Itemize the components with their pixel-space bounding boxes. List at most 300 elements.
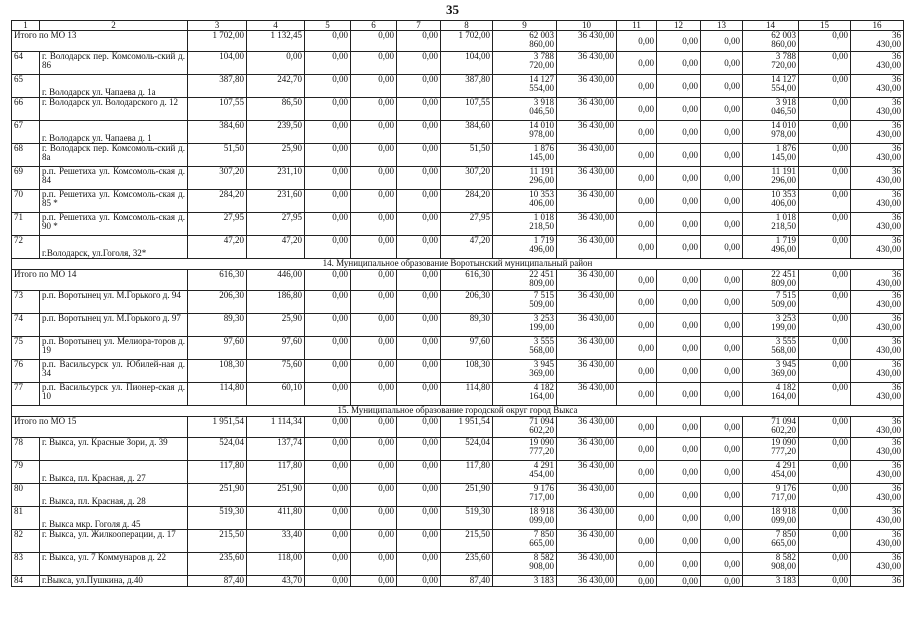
value-c9-line: 218,50: [529, 221, 554, 231]
value-c10: 36 430,00: [557, 461, 617, 484]
value-c7: 0,00: [397, 52, 441, 75]
value-c9-line: 809,00: [529, 278, 554, 288]
value-c14-line: 454,00: [771, 469, 796, 479]
value-c8: 307,20: [441, 167, 493, 190]
value-c16-line: 430,00: [876, 469, 901, 479]
value-c11: 0,00: [617, 461, 657, 484]
value-c16-line: 430,00: [876, 152, 901, 162]
value-c7: 0,00: [397, 553, 441, 576]
value-c5: 0,00: [305, 576, 351, 587]
row-number: 80: [12, 484, 40, 507]
value-c5: 0,00: [305, 530, 351, 553]
value-c11: 0,00: [617, 213, 657, 236]
value-c9: [493, 31, 557, 52]
value-c16-line: 36: [892, 189, 901, 199]
value-c13: 0,00: [701, 337, 743, 360]
value-c14: [743, 213, 799, 236]
value-c4: 43,70: [247, 576, 305, 587]
value-c14-line: 099,00: [771, 515, 796, 525]
value-c8: 284,20: [441, 190, 493, 213]
value-c8: 384,60: [441, 121, 493, 144]
value-c14: [743, 360, 799, 383]
value-c16-line: 430,00: [876, 515, 901, 525]
value-c11: 0,00: [617, 360, 657, 383]
value-c14-line: 602,20: [771, 425, 796, 435]
value-c14: [743, 417, 799, 438]
value-c16-line: 430,00: [876, 221, 901, 231]
value-c12: 0,00: [657, 438, 701, 461]
value-c10: 36 430,00: [557, 337, 617, 360]
value-c11: 0,00: [617, 507, 657, 530]
value-c14: [743, 75, 799, 98]
value-c10: 36 430,00: [557, 31, 617, 52]
value-c9-line: 62 003: [529, 30, 554, 40]
value-c16-line: 36: [892, 483, 901, 493]
value-c14-line: 218,50: [771, 221, 796, 231]
table-row: [12, 167, 904, 190]
value-c7: 0,00: [397, 121, 441, 144]
value-c5: 0,00: [305, 553, 351, 576]
column-number: 3: [188, 21, 247, 31]
row-number: 78: [12, 438, 40, 461]
value-c3: 519,30: [188, 507, 247, 530]
value-c4: 1 132,45: [247, 31, 305, 52]
value-c14-line: 9 176: [775, 483, 796, 493]
value-c14: [743, 144, 799, 167]
value-c16: [851, 360, 904, 383]
value-c16: [851, 553, 904, 576]
value-c9-line: 665,00: [529, 538, 554, 548]
value-c9: [493, 52, 557, 75]
value-c12: 0,00: [657, 461, 701, 484]
value-c4: 0,00: [247, 52, 305, 75]
value-c16-line: 430,00: [876, 391, 901, 401]
value-c14-line: 568,00: [771, 345, 796, 355]
value-c14: [743, 576, 799, 587]
value-c13: 0,00: [701, 291, 743, 314]
value-c14: [743, 291, 799, 314]
address-cell: г. Володарск пер. Комсомоль-ский д. 8а: [40, 144, 188, 167]
value-c13: 0,00: [701, 213, 743, 236]
value-c8: 616,30: [441, 270, 493, 291]
value-c14-line: 62 003: [771, 30, 796, 40]
value-c8: 27,95: [441, 213, 493, 236]
value-c16-line: 430,00: [876, 278, 901, 288]
table-row: [12, 98, 904, 121]
value-c16: [851, 98, 904, 121]
address-cell: г. Выкса, ул. Жилкооперации, д. 17: [40, 530, 188, 553]
value-c9-line: 099,00: [529, 515, 554, 525]
row-number: 65: [12, 75, 40, 98]
value-c11: 0,00: [617, 438, 657, 461]
value-c3: 251,90: [188, 484, 247, 507]
address-cell: г. Володарск ул. Володарского д. 12: [40, 98, 188, 121]
value-c9-line: 509,00: [529, 299, 554, 309]
value-c15: 0,00: [799, 190, 851, 213]
value-c14: [743, 553, 799, 576]
value-c4: 25,90: [247, 144, 305, 167]
value-c8: 47,20: [441, 236, 493, 259]
value-c14: [743, 461, 799, 484]
value-c15: 0,00: [799, 167, 851, 190]
address-cell: р.п. Воротынец ул. М.Горького д. 97: [40, 314, 188, 337]
value-c7: 0,00: [397, 484, 441, 507]
value-c6: 0,00: [351, 98, 397, 121]
value-c5: 0,00: [305, 144, 351, 167]
value-c15: 0,00: [799, 144, 851, 167]
value-c12: 0,00: [657, 213, 701, 236]
value-c9-line: 908,00: [529, 561, 554, 571]
value-c4: 33,40: [247, 530, 305, 553]
value-c7: 0,00: [397, 236, 441, 259]
value-c12: 0,00: [657, 98, 701, 121]
value-c9-line: 602,20: [529, 425, 554, 435]
address-cell: р.п. Воротынец ул. М.Горького д. 94: [40, 291, 188, 314]
value-c11: 0,00: [617, 236, 657, 259]
value-c14-line: 3 183: [775, 575, 796, 585]
value-c9: [493, 236, 557, 259]
table-row: [12, 75, 904, 98]
value-c14-line: 4 291: [775, 460, 796, 470]
row-number: 77: [12, 383, 40, 406]
value-c12: 0,00: [657, 270, 701, 291]
row-number: 76: [12, 360, 40, 383]
value-c13: 0,00: [701, 314, 743, 337]
value-c9: [493, 507, 557, 530]
value-c6: 0,00: [351, 291, 397, 314]
value-c6: 0,00: [351, 383, 397, 406]
value-c11: 0,00: [617, 190, 657, 213]
value-c16: [851, 121, 904, 144]
value-c16-line: 36: [892, 212, 901, 222]
value-c11: 0,00: [617, 337, 657, 360]
section-title: 15. Муниципальное образование городской округ город Выкса: [12, 406, 904, 417]
section-header-row: [12, 259, 904, 270]
value-c9: [493, 484, 557, 507]
value-c16-line: 36: [892, 97, 901, 107]
value-c5: 0,00: [305, 213, 351, 236]
value-c14-line: 978,00: [771, 129, 796, 139]
value-c16-line: 36: [892, 416, 901, 426]
row-number: 74: [12, 314, 40, 337]
value-c16-line: 430,00: [876, 492, 901, 502]
value-c13: 0,00: [701, 121, 743, 144]
value-c9-line: 164,00: [529, 391, 554, 401]
value-c3: 284,20: [188, 190, 247, 213]
value-c5: 0,00: [305, 337, 351, 360]
address-cell: г. Выкса, пл. Красная, д. 27: [40, 461, 188, 484]
row-number: 73: [12, 291, 40, 314]
value-c15: 0,00: [799, 213, 851, 236]
value-c8: 107,55: [441, 98, 493, 121]
value-c9: [493, 167, 557, 190]
value-c16: [851, 236, 904, 259]
value-c8: 235,60: [441, 553, 493, 576]
header-row: [12, 21, 904, 31]
value-c12: 0,00: [657, 553, 701, 576]
value-c5: 0,00: [305, 417, 351, 438]
value-c7: 0,00: [397, 190, 441, 213]
value-c9-line: 777,20: [529, 446, 554, 456]
value-c9: [493, 438, 557, 461]
value-c16-line: 430,00: [876, 425, 901, 435]
value-c6: 0,00: [351, 461, 397, 484]
value-c10: 36 430,00: [557, 167, 617, 190]
value-c9-line: 22 451: [529, 269, 554, 279]
value-c3: 107,55: [188, 98, 247, 121]
value-c5: 0,00: [305, 270, 351, 291]
total-label: Итого по МО 13: [12, 31, 188, 52]
table-row: [12, 337, 904, 360]
value-c14: [743, 98, 799, 121]
table-row: [12, 236, 904, 259]
value-c12: 0,00: [657, 75, 701, 98]
value-c4: 251,90: [247, 484, 305, 507]
value-c15: 0,00: [799, 337, 851, 360]
value-c16-line: 430,00: [876, 198, 901, 208]
value-c14-line: 665,00: [771, 538, 796, 548]
value-c6: 0,00: [351, 52, 397, 75]
value-c16-line: 430,00: [876, 299, 901, 309]
value-c3: 51,50: [188, 144, 247, 167]
value-c14: [743, 438, 799, 461]
value-c3: 114,80: [188, 383, 247, 406]
value-c14-line: 8 582: [775, 552, 796, 562]
value-c16: [851, 417, 904, 438]
value-c15: 0,00: [799, 121, 851, 144]
value-c5: 0,00: [305, 438, 351, 461]
value-c16-line: 36: [892, 269, 901, 279]
value-c16-line: 36: [892, 359, 901, 369]
value-c16-line: 36: [892, 290, 901, 300]
value-c3: 235,60: [188, 553, 247, 576]
value-c13: 0,00: [701, 507, 743, 530]
value-c8: 108,30: [441, 360, 493, 383]
value-c10: 36 430,00: [557, 507, 617, 530]
value-c7: 0,00: [397, 576, 441, 587]
total-label: Итого по МО 15: [12, 417, 188, 438]
value-c8: 114,80: [441, 383, 493, 406]
value-c4: 86,50: [247, 98, 305, 121]
row-number: 72: [12, 236, 40, 259]
value-c3: 1 702,00: [188, 31, 247, 52]
value-c9-line: 19 090: [529, 437, 554, 447]
value-c9-line: 568,00: [529, 345, 554, 355]
column-number: 5: [305, 21, 351, 31]
value-c16-line: 36: [892, 313, 901, 323]
value-c12: 0,00: [657, 360, 701, 383]
value-c13: 0,00: [701, 461, 743, 484]
value-c14-line: 145,00: [771, 152, 796, 162]
value-c6: 0,00: [351, 190, 397, 213]
value-c4: 118,00: [247, 553, 305, 576]
value-c14-line: 717,00: [771, 492, 796, 502]
value-c9-line: 1 719: [533, 235, 554, 245]
value-c13: 0,00: [701, 530, 743, 553]
value-c15: 0,00: [799, 360, 851, 383]
value-c5: 0,00: [305, 360, 351, 383]
value-c7: 0,00: [397, 530, 441, 553]
value-c9: [493, 461, 557, 484]
value-c14-line: 908,00: [771, 561, 796, 571]
value-c10: 36 430,00: [557, 417, 617, 438]
value-c13: 0,00: [701, 52, 743, 75]
total-row: [12, 417, 904, 438]
value-c16-line: 430,00: [876, 561, 901, 571]
value-c16-line: 36: [892, 166, 901, 176]
value-c9: [493, 121, 557, 144]
value-c8: 387,80: [441, 75, 493, 98]
value-c6: 0,00: [351, 270, 397, 291]
value-c6: 0,00: [351, 144, 397, 167]
value-c9: [493, 190, 557, 213]
value-c9-line: 9 176: [533, 483, 554, 493]
address-cell: г. Выкса, ул. Красные Зори, д. 39: [40, 438, 188, 461]
value-c3: 47,20: [188, 236, 247, 259]
value-c5: 0,00: [305, 383, 351, 406]
value-c16-line: 36: [892, 529, 901, 539]
address-cell: г. Володарск ул. Чапаева д. 1: [40, 121, 188, 144]
table-row: [12, 360, 904, 383]
value-c16-line: 36: [892, 382, 901, 392]
value-c14: [743, 31, 799, 52]
row-number: 67: [12, 121, 40, 144]
value-c5: 0,00: [305, 291, 351, 314]
value-c9-line: 554,00: [529, 83, 554, 93]
column-number: 12: [657, 21, 701, 31]
value-c9-line: 717,00: [529, 492, 554, 502]
value-c5: 0,00: [305, 98, 351, 121]
table-row: [12, 52, 904, 75]
value-c10: 36 430,00: [557, 553, 617, 576]
value-c9: [493, 576, 557, 587]
row-number: 71: [12, 213, 40, 236]
column-number: 6: [351, 21, 397, 31]
value-c13: 0,00: [701, 576, 743, 587]
value-c9-line: 3 788: [533, 51, 554, 61]
value-c14-line: 1 018: [775, 212, 796, 222]
value-c15: 0,00: [799, 553, 851, 576]
value-c13: 0,00: [701, 98, 743, 121]
value-c9-line: 3 183: [533, 575, 554, 585]
value-c10: 36 430,00: [557, 236, 617, 259]
value-c14-line: 509,00: [771, 299, 796, 309]
value-c10: 36 430,00: [557, 576, 617, 587]
value-c16-line: 36: [892, 235, 901, 245]
value-c3: 215,50: [188, 530, 247, 553]
table-row: [12, 314, 904, 337]
value-c3: 87,40: [188, 576, 247, 587]
row-number: 81: [12, 507, 40, 530]
value-c6: 0,00: [351, 75, 397, 98]
value-c3: 1 951,54: [188, 417, 247, 438]
value-c12: 0,00: [657, 576, 701, 587]
value-c4: 25,90: [247, 314, 305, 337]
section-title: 14. Муниципальное образование Воротынский муниципальный район: [12, 259, 904, 270]
column-number: 11: [617, 21, 657, 31]
value-c14-line: 18 918: [771, 506, 796, 516]
value-c4: 75,60: [247, 360, 305, 383]
value-c5: 0,00: [305, 484, 351, 507]
value-c9-line: 454,00: [529, 469, 554, 479]
value-c10: 36 430,00: [557, 438, 617, 461]
value-c13: 0,00: [701, 360, 743, 383]
value-c4: 47,20: [247, 236, 305, 259]
address-cell: р.п. Васильсурск ул. Пионер-ская д. 10: [40, 383, 188, 406]
value-c12: 0,00: [657, 121, 701, 144]
value-c13: 0,00: [701, 75, 743, 98]
value-c9: [493, 213, 557, 236]
value-c8: 519,30: [441, 507, 493, 530]
value-c16: [851, 337, 904, 360]
value-c5: 0,00: [305, 121, 351, 144]
value-c11: 0,00: [617, 291, 657, 314]
value-c13: 0,00: [701, 484, 743, 507]
value-c9-line: 3 918: [533, 97, 554, 107]
value-c13: 0,00: [701, 553, 743, 576]
value-c16: [851, 190, 904, 213]
value-c7: 0,00: [397, 270, 441, 291]
value-c14-line: 3 788: [775, 51, 796, 61]
value-c9-line: 3 555: [533, 336, 554, 346]
value-c8: 215,50: [441, 530, 493, 553]
value-c9-line: 720,00: [529, 60, 554, 70]
value-c14: [743, 314, 799, 337]
value-c3: 89,30: [188, 314, 247, 337]
value-c10: 36 430,00: [557, 383, 617, 406]
value-c12: 0,00: [657, 144, 701, 167]
value-c14-line: 199,00: [771, 322, 796, 332]
value-c16: [851, 31, 904, 52]
value-c16: [851, 213, 904, 236]
value-c14: [743, 236, 799, 259]
value-c15: 0,00: [799, 291, 851, 314]
value-c14-line: 11 191: [771, 166, 796, 176]
value-c10: 36 430,00: [557, 52, 617, 75]
value-c9-line: 3 253: [533, 313, 554, 323]
value-c11: 0,00: [617, 167, 657, 190]
value-c8: 1 702,00: [441, 31, 493, 52]
value-c11: 0,00: [617, 98, 657, 121]
value-c16: [851, 75, 904, 98]
value-c15: 0,00: [799, 461, 851, 484]
value-c12: 0,00: [657, 291, 701, 314]
value-c9-line: 14 127: [529, 74, 554, 84]
value-c7: 0,00: [397, 213, 441, 236]
value-c6: 0,00: [351, 553, 397, 576]
value-c16: [851, 438, 904, 461]
column-number: 15: [799, 21, 851, 31]
value-c15: 0,00: [799, 507, 851, 530]
value-c9: [493, 417, 557, 438]
value-c14-line: 19 090: [771, 437, 796, 447]
value-c14: [743, 530, 799, 553]
value-c9-line: 11 191: [529, 166, 554, 176]
value-c9: [493, 144, 557, 167]
column-number: 4: [247, 21, 305, 31]
value-c3: 108,30: [188, 360, 247, 383]
value-c4: 239,50: [247, 121, 305, 144]
total-row: [12, 270, 904, 291]
value-c11: 0,00: [617, 52, 657, 75]
value-c14-line: 496,00: [771, 244, 796, 254]
value-c9-line: 4 182: [533, 382, 554, 392]
value-c12: 0,00: [657, 337, 701, 360]
value-c11: 0,00: [617, 530, 657, 553]
address-cell: г. Володарск ул. Чапаева д. 1а: [40, 75, 188, 98]
value-c14-line: 10 353: [771, 189, 796, 199]
value-c9-line: 369,00: [529, 368, 554, 378]
